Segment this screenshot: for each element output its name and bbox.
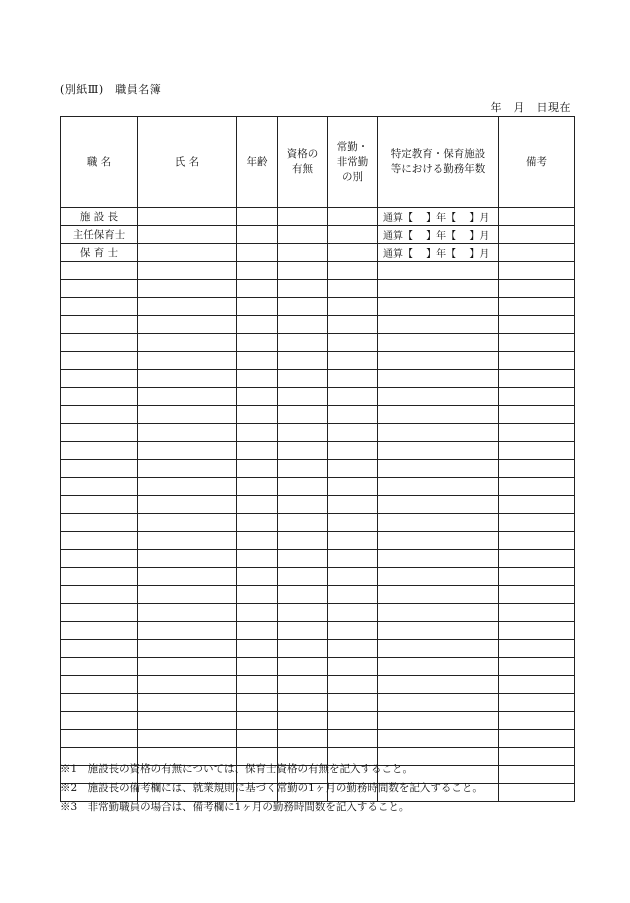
cell-remarks [499, 748, 575, 766]
cell-employment-type [328, 712, 378, 730]
cell-position [61, 568, 138, 586]
cell-employment-type [328, 424, 378, 442]
cell-service-years [378, 424, 499, 442]
cell-employment-type [328, 262, 378, 280]
cell-age [237, 550, 278, 568]
cell-age [237, 298, 278, 316]
header-service-years: 特定教育・保育施設 等における勤務年数 [378, 117, 499, 208]
cell-service-years [378, 298, 499, 316]
table-row [61, 334, 575, 352]
cell-qualification [278, 496, 328, 514]
cell-name [138, 604, 237, 622]
cell-employment-type [328, 388, 378, 406]
cell-service-years [378, 334, 499, 352]
cell-age [237, 478, 278, 496]
cell-qualification [278, 262, 328, 280]
cell-qualification [278, 658, 328, 676]
table-row [61, 244, 575, 262]
cell-name [138, 532, 237, 550]
cell-name [138, 550, 237, 568]
table-row [61, 280, 575, 298]
table-row [61, 208, 575, 226]
cell-employment-type [328, 352, 378, 370]
cell-position [61, 262, 138, 280]
cell-remarks [499, 568, 575, 586]
cell-position [61, 442, 138, 460]
table-row [61, 586, 575, 604]
cell-qualification [278, 352, 328, 370]
cell-age [237, 262, 278, 280]
cell-position [61, 550, 138, 568]
header-age: 年齢 [237, 117, 278, 208]
cell-employment-type [328, 298, 378, 316]
cell-position: 保 育 士 [61, 244, 138, 262]
cell-position [61, 496, 138, 514]
cell-qualification [278, 586, 328, 604]
cell-qualification [278, 532, 328, 550]
cell-name [138, 712, 237, 730]
cell-name [138, 460, 237, 478]
staff-roster-table [60, 116, 575, 802]
cell-service-years [378, 352, 499, 370]
cell-age [237, 514, 278, 532]
cell-position [61, 424, 138, 442]
cell-remarks [499, 388, 575, 406]
cell-age [237, 406, 278, 424]
cell-remarks [499, 460, 575, 478]
cell-qualification [278, 514, 328, 532]
cell-age [237, 604, 278, 622]
cell-position [61, 352, 138, 370]
cell-qualification [278, 694, 328, 712]
cell-position [61, 316, 138, 334]
cell-name [138, 280, 237, 298]
table-row [61, 676, 575, 694]
cell-remarks [499, 478, 575, 496]
cell-employment-type [328, 622, 378, 640]
cell-remarks [499, 622, 575, 640]
cell-remarks [499, 226, 575, 244]
cell-service-years [378, 262, 499, 280]
cell-qualification [278, 226, 328, 244]
cell-position: 施 設 長 [61, 208, 138, 226]
cell-remarks [499, 676, 575, 694]
cell-qualification [278, 442, 328, 460]
cell-service-years [378, 568, 499, 586]
cell-age [237, 442, 278, 460]
table-row [61, 352, 575, 370]
cell-age [237, 676, 278, 694]
cell-position [61, 370, 138, 388]
cell-remarks [499, 496, 575, 514]
cell-name [138, 352, 237, 370]
cell-age [237, 568, 278, 586]
cell-remarks [499, 730, 575, 748]
cell-name [138, 262, 237, 280]
cell-service-years [378, 532, 499, 550]
cell-service-years [378, 658, 499, 676]
table-row [61, 496, 575, 514]
note-3: ※3 非常勤職員の場合は、備考欄に1ヶ月の勤務時間数を記入すること。 [60, 801, 410, 813]
cell-service-years [378, 676, 499, 694]
cell-remarks [499, 514, 575, 532]
cell-service-years [378, 730, 499, 748]
cell-name [138, 640, 237, 658]
table-row [61, 568, 575, 586]
cell-position [61, 460, 138, 478]
cell-remarks [499, 298, 575, 316]
cell-service-years [378, 316, 499, 334]
cell-remarks [499, 406, 575, 424]
cell-service-years [378, 694, 499, 712]
cell-age [237, 532, 278, 550]
cell-name [138, 388, 237, 406]
cell-position: 主任保育士 [61, 226, 138, 244]
cell-age [237, 388, 278, 406]
cell-employment-type [328, 478, 378, 496]
cell-remarks [499, 280, 575, 298]
cell-age [237, 730, 278, 748]
cell-qualification [278, 316, 328, 334]
cell-remarks [499, 658, 575, 676]
cell-name [138, 730, 237, 748]
cell-qualification [278, 208, 328, 226]
cell-position [61, 712, 138, 730]
table-row [61, 460, 575, 478]
cell-position [61, 622, 138, 640]
cell-service-years [378, 406, 499, 424]
cell-age [237, 226, 278, 244]
cell-service-years [378, 640, 499, 658]
cell-service-years [378, 370, 499, 388]
cell-qualification [278, 244, 328, 262]
cell-age [237, 370, 278, 388]
cell-position [61, 604, 138, 622]
table-row [61, 406, 575, 424]
table-row [61, 532, 575, 550]
cell-name [138, 244, 237, 262]
cell-position [61, 730, 138, 748]
header-position: 職 名 [61, 117, 138, 208]
cell-employment-type [328, 604, 378, 622]
cell-employment-type [328, 442, 378, 460]
header-employment-type: 常勤・ 非常勤 の別 [328, 117, 378, 208]
cell-employment-type [328, 586, 378, 604]
cell-qualification [278, 388, 328, 406]
cell-name [138, 226, 237, 244]
cell-name [138, 478, 237, 496]
table-row [61, 316, 575, 334]
cell-service-years [378, 550, 499, 568]
cell-service-years: 通算【 】年【 】月 [378, 226, 499, 244]
cell-service-years [378, 712, 499, 730]
cell-remarks [499, 262, 575, 280]
cell-age [237, 712, 278, 730]
cell-age [237, 586, 278, 604]
cell-qualification [278, 406, 328, 424]
cell-remarks [499, 784, 575, 802]
cell-employment-type [328, 496, 378, 514]
header-remarks: 備考 [499, 117, 575, 208]
cell-employment-type [328, 226, 378, 244]
notes-section [60, 760, 483, 817]
cell-qualification [278, 676, 328, 694]
cell-age [237, 244, 278, 262]
cell-name [138, 424, 237, 442]
cell-name [138, 658, 237, 676]
table-row [61, 388, 575, 406]
cell-employment-type [328, 244, 378, 262]
cell-qualification [278, 298, 328, 316]
cell-position [61, 532, 138, 550]
cell-qualification [278, 460, 328, 478]
cell-remarks [499, 766, 575, 784]
cell-name [138, 406, 237, 424]
cell-position [61, 676, 138, 694]
cell-employment-type [328, 334, 378, 352]
cell-qualification [278, 478, 328, 496]
cell-remarks [499, 244, 575, 262]
cell-service-years [378, 586, 499, 604]
note-1: ※1 施設長の資格の有無については、保育士資格の有無を記入すること。 [60, 763, 413, 775]
table-header-row [61, 117, 575, 208]
cell-employment-type [328, 640, 378, 658]
cell-service-years [378, 388, 499, 406]
cell-qualification [278, 424, 328, 442]
table-row [61, 478, 575, 496]
table-row [61, 370, 575, 388]
cell-qualification [278, 622, 328, 640]
table-row [61, 604, 575, 622]
cell-qualification [278, 550, 328, 568]
header-name: 氏 名 [138, 117, 237, 208]
cell-qualification [278, 568, 328, 586]
table-body [61, 208, 575, 802]
header-qualification: 資格の 有無 [278, 117, 328, 208]
cell-remarks [499, 352, 575, 370]
cell-qualification [278, 280, 328, 298]
cell-remarks [499, 550, 575, 568]
cell-age [237, 208, 278, 226]
cell-age [237, 280, 278, 298]
cell-remarks [499, 424, 575, 442]
cell-employment-type [328, 460, 378, 478]
cell-position [61, 658, 138, 676]
cell-name [138, 208, 237, 226]
cell-name [138, 370, 237, 388]
cell-qualification [278, 604, 328, 622]
cell-remarks [499, 604, 575, 622]
cell-position [61, 640, 138, 658]
cell-service-years [378, 442, 499, 460]
table-row [61, 694, 575, 712]
table-row [61, 550, 575, 568]
cell-remarks [499, 316, 575, 334]
cell-name [138, 442, 237, 460]
cell-age [237, 424, 278, 442]
cell-position [61, 406, 138, 424]
table-row [61, 658, 575, 676]
cell-name [138, 586, 237, 604]
table-row [61, 622, 575, 640]
cell-qualification [278, 712, 328, 730]
cell-employment-type [328, 370, 378, 388]
date-line: 年 月 日現在 [490, 101, 571, 114]
cell-employment-type [328, 406, 378, 424]
table-row [61, 514, 575, 532]
cell-name [138, 568, 237, 586]
cell-position [61, 298, 138, 316]
cell-name [138, 298, 237, 316]
cell-name [138, 514, 237, 532]
cell-position [61, 334, 138, 352]
cell-service-years [378, 280, 499, 298]
table-row [61, 262, 575, 280]
cell-employment-type [328, 568, 378, 586]
cell-remarks [499, 640, 575, 658]
cell-service-years [378, 496, 499, 514]
cell-service-years [378, 514, 499, 532]
cell-position [61, 694, 138, 712]
cell-name [138, 316, 237, 334]
cell-qualification [278, 370, 328, 388]
table-row [61, 298, 575, 316]
table-row [61, 730, 575, 748]
cell-remarks [499, 208, 575, 226]
cell-age [237, 352, 278, 370]
table-row [61, 442, 575, 460]
cell-service-years [378, 478, 499, 496]
cell-position [61, 586, 138, 604]
cell-remarks [499, 586, 575, 604]
table-row [61, 712, 575, 730]
cell-employment-type [328, 280, 378, 298]
cell-service-years: 通算【 】年【 】月 [378, 208, 499, 226]
cell-position [61, 478, 138, 496]
cell-remarks [499, 334, 575, 352]
cell-remarks [499, 694, 575, 712]
cell-position [61, 280, 138, 298]
cell-service-years [378, 604, 499, 622]
cell-remarks [499, 442, 575, 460]
table-row [61, 640, 575, 658]
cell-employment-type [328, 316, 378, 334]
table-row [61, 226, 575, 244]
cell-employment-type [328, 532, 378, 550]
cell-age [237, 316, 278, 334]
cell-age [237, 658, 278, 676]
cell-age [237, 460, 278, 478]
cell-remarks [499, 532, 575, 550]
cell-employment-type [328, 208, 378, 226]
cell-service-years: 通算【 】年【 】月 [378, 244, 499, 262]
cell-position [61, 388, 138, 406]
cell-remarks [499, 712, 575, 730]
cell-employment-type [328, 694, 378, 712]
cell-position [61, 514, 138, 532]
cell-age [237, 694, 278, 712]
cell-qualification [278, 730, 328, 748]
cell-age [237, 622, 278, 640]
cell-name [138, 694, 237, 712]
cell-age [237, 496, 278, 514]
cell-service-years [378, 622, 499, 640]
document-label: (別紙Ⅲ) 職員名簿 [60, 83, 162, 96]
cell-qualification [278, 334, 328, 352]
cell-name [138, 622, 237, 640]
cell-employment-type [328, 550, 378, 568]
cell-employment-type [328, 730, 378, 748]
cell-remarks [499, 370, 575, 388]
cell-employment-type [328, 676, 378, 694]
note-2: ※2 施設長の備考欄には、就業規則に基づく常勤の1ヶ月の勤務時間数を記入すること。 [60, 782, 483, 794]
cell-name [138, 676, 237, 694]
table-row [61, 424, 575, 442]
cell-qualification [278, 640, 328, 658]
cell-employment-type [328, 658, 378, 676]
cell-age [237, 640, 278, 658]
cell-age [237, 334, 278, 352]
cell-name [138, 496, 237, 514]
cell-service-years [378, 460, 499, 478]
cell-name [138, 334, 237, 352]
cell-employment-type [328, 514, 378, 532]
